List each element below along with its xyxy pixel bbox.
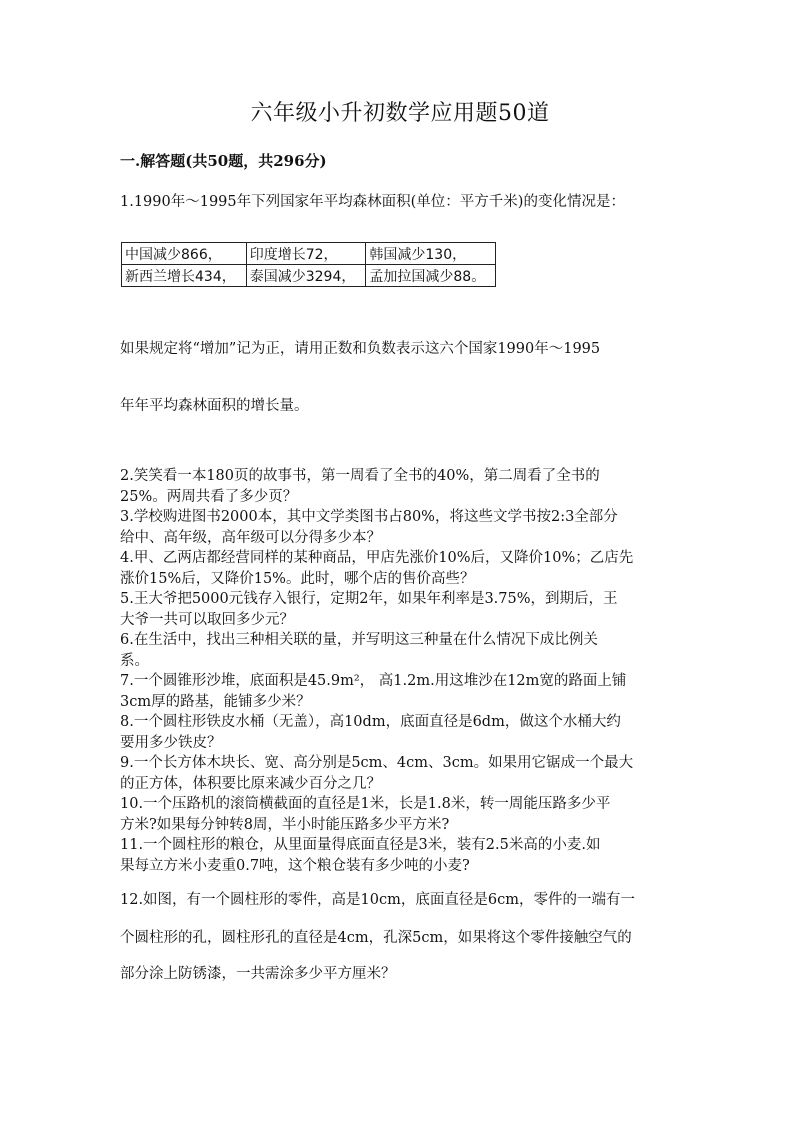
- question-12-line-3: 部分涂上防锈漆，一共需涂多少平方厘米？: [120, 966, 396, 982]
- table-cell: 新西兰增长434，: [122, 265, 247, 287]
- question-item: [120, 589, 680, 630]
- question-item: [120, 753, 680, 794]
- question-text: 10.一个压路机的滚筒横截面的直径是1米，长是1.8米，转一周能压路多少平: [120, 796, 611, 812]
- question-text: 2.笑笑看一本180页的故事书，第一周看了全书的40%，第二周看了全书的: [120, 468, 600, 484]
- question-12-line-2: 个圆柱形的孔，圆柱形孔的直径是4cm，孔深5cm，如果将这个零件接触空气的: [120, 930, 632, 946]
- table-cell: 韩国减少130，: [366, 243, 496, 265]
- question-item: [120, 507, 680, 548]
- question-text: 果每立方米小麦重0.7吨，这个粮仓装有多少吨的小麦?: [120, 857, 470, 874]
- question-text: 5.王大爷把5000元钱存入银行，定期2年，如果年利率是3.75%，到期后，王: [120, 591, 618, 607]
- question-list: [120, 466, 680, 876]
- question-text: 8.一个圆柱形铁皮水桶（无盖），高10dm，底面直径是6dm，做这个水桶大约: [120, 714, 621, 730]
- question-text: 大爷一共可以取回多少元？: [120, 611, 294, 628]
- question-text: 涨价15%后，又降价15%。此时，哪个店的售价高些？: [120, 570, 475, 587]
- question-item: [120, 835, 680, 876]
- question-text: 3cm厚的路基，能铺多少米？: [120, 693, 311, 710]
- question-item: [120, 794, 680, 835]
- question-item: [120, 466, 680, 507]
- question-text: 7.一个圆锥形沙堆，底面积是45.9m²， 高1.2m.用这堆沙在12m宽的路面上铺: [120, 673, 627, 689]
- question-text: 系。: [120, 652, 149, 669]
- question-1-prompt-line-1: 如果规定将“增加”记为正，请用正数和负数表示这六个国家1990年～1995: [120, 341, 601, 357]
- page-title: 六年级小升初数学应用题50道: [250, 101, 550, 126]
- question-text: 6.在生活中，找出三种相关联的量，并写明这三种量在什么情况下成比例关: [120, 632, 598, 648]
- table-cell: 孟加拉国减少88。: [366, 265, 496, 287]
- question-item: [120, 671, 680, 712]
- table-row: [122, 243, 496, 265]
- question-text: 给中、高年级，高年级可以分得多少本？: [120, 529, 381, 546]
- question-item: [120, 548, 680, 589]
- question-12-line-1: 12.如图，有一个圆柱形的零件，高是10cm，底面直径是6cm，零件的一端有一: [120, 892, 635, 908]
- table-cell: 泰国减少3294，: [246, 265, 366, 287]
- question-text: 4.甲、乙两店都经营同样的某种商品，甲店先涨价10%后，又降价10%；乙店先: [120, 550, 634, 566]
- table-row: [122, 265, 496, 287]
- question-1-intro: 1.1990年～1995年下列国家年平均森林面积(单位：平方千米)的变化情况是：: [120, 194, 625, 210]
- question-text: 9.一个长方体木块长、宽、高分别是5cm、4cm、3cm。如果用它锯成一个最大: [120, 755, 634, 771]
- question-text: 11.一个圆柱形的粮仓，从里面量得底面直径是3米，装有2.5米高的小麦.如: [120, 837, 601, 853]
- question-text: 方米?如果每分钟转8周，半小时能压路多少平方米?: [120, 816, 450, 833]
- section-heading: 一.解答题(共50题，共296分): [120, 152, 327, 170]
- question-text: 要用多少铁皮？: [120, 734, 222, 751]
- table-cell: 印度增长72，: [246, 243, 366, 265]
- question-text: 25%。两周共看了多少页？: [120, 488, 298, 505]
- forest-change-table: [121, 242, 496, 287]
- table-cell: 中国减少866，: [122, 243, 247, 265]
- question-item: [120, 630, 680, 671]
- question-item: [120, 712, 680, 753]
- question-1-prompt-line-2: 年年平均森林面积的增长量。: [120, 398, 309, 414]
- question-text: 的正方体，体积要比原来减少百分之几？: [120, 775, 381, 792]
- question-text: 3.学校购进图书2000本，其中文学类图书占80%，将这些文学书按2:3全部分: [120, 509, 618, 525]
